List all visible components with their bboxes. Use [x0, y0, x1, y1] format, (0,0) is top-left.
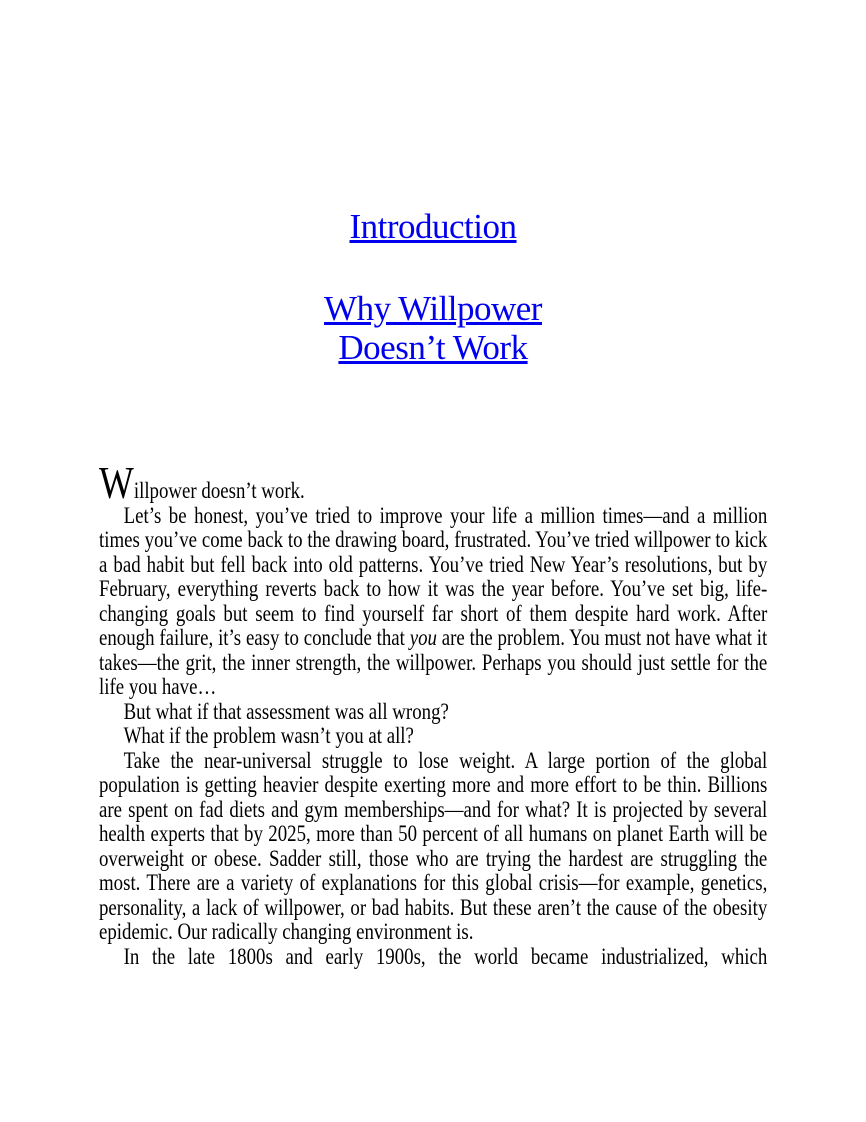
page-headings [0, 207, 866, 367]
body-text [99, 458, 768, 969]
paragraph-lets-be-honest [99, 504, 767, 700]
para2-italic-word: you [409, 625, 437, 650]
paragraph-assessment: But what if that assessment was all wrong? [123, 698, 449, 724]
paragraph-opening [99, 458, 767, 508]
para2-after-italic: are the problem. You must not have what it takes—the grit, the inner strength, the willpower. Perhaps you should just settle for the life you have… [99, 625, 768, 699]
title-heading [0, 289, 866, 367]
title-link[interactable] [324, 289, 542, 367]
chapter-link[interactable]: Introduction [349, 207, 517, 246]
title-link-line2: Doesn’t Work [338, 328, 528, 367]
initial-cap: W [99, 458, 134, 508]
paragraph-weight: Take the near-universal struggle to lose weight. A large portion of the global population is getting heavier despite exerting more and more effort to be thin. Billions are spent on fad diets and gym memberships—and for what? It is projected by several health experts that by 2025, more than 50 percent of all humans on planet Earth will be overweight or obese. Sadder still, those who are trying the hardest are struggling the most. There are a variety of explanations for this global crisis—for example, genetics, personality, a lack of willpower, or bad habits. But these aren’t the cause of the obesity epidemic. Our radically changing environment is. [99, 747, 768, 944]
para2-before-italic: Let’s be honest, you’ve tried to improve your life a million times—and a million times you’ve come back to the drawing board, frustrated. You’ve tried willpower to kick a bad habit but fell back into old patterns. You’ve tried New Year’s resolutions, but by February, everything reverts back to how it was the year before. You’ve set big, life-changing goals but seem to find yourself far short of them despite hard work. After enough failure, it’s easy to conclude that [99, 502, 768, 650]
title-link-line1: Why Willpower [324, 289, 542, 328]
paragraph-industrialized: In the late 1800s and early 1900s, the world became industrialized, which [123, 943, 768, 969]
paragraph-problem: What if the problem wasn’t you at all? [123, 723, 414, 748]
chapter-heading [0, 207, 866, 247]
opening-rest: illpower doesn’t work. [133, 478, 305, 503]
